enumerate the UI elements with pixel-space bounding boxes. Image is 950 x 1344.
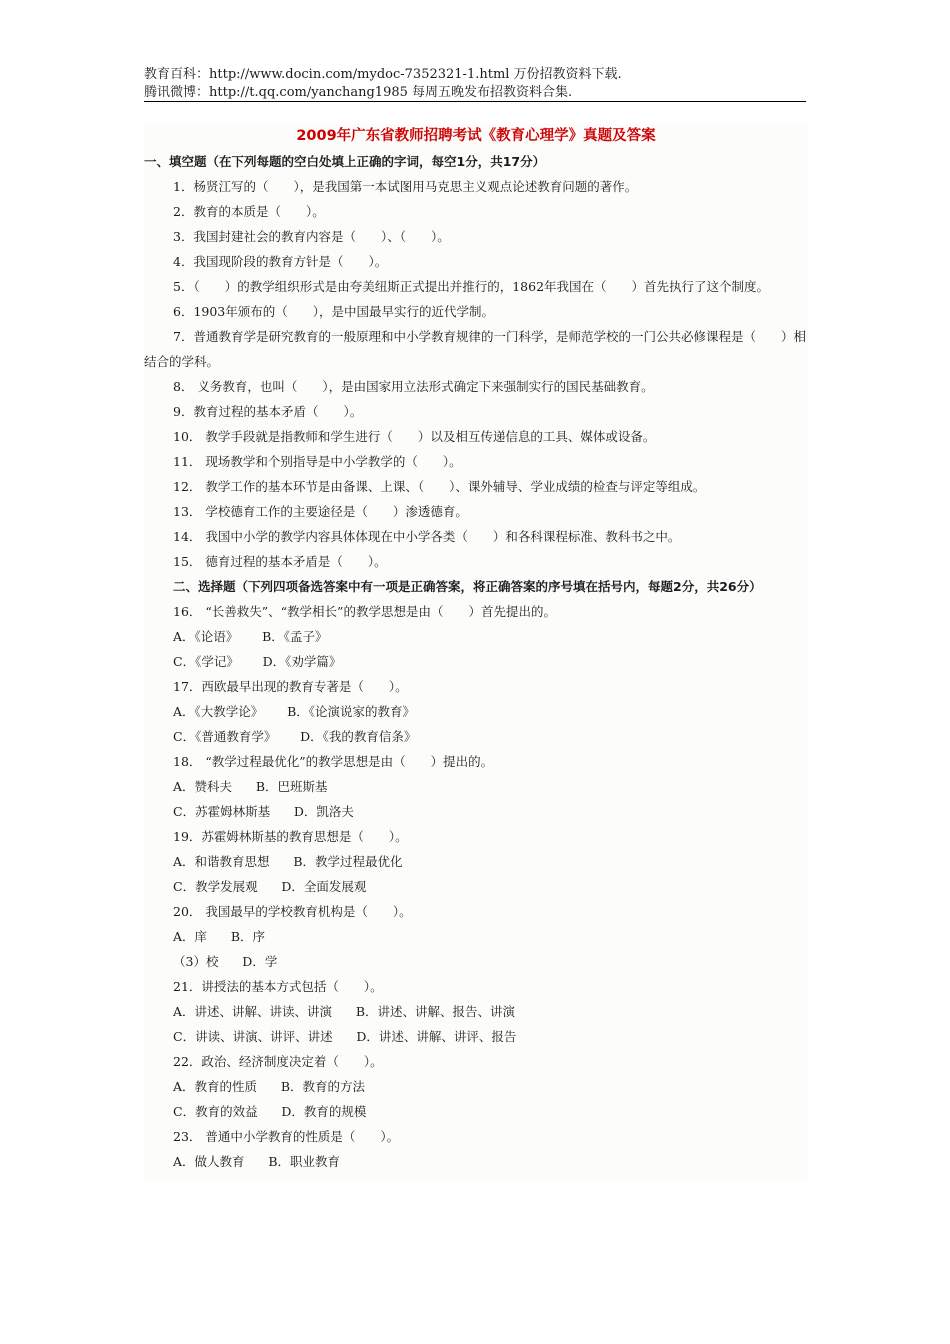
question-13: 13． 学校德育工作的主要途径是（ ）渗透德育。	[173, 504, 468, 519]
question-23-options-ab: A．做人教育 B．职业教育	[173, 1154, 341, 1169]
question-17-options-ab: A．《大教学论》 B．《论演说家的教育》	[173, 704, 416, 719]
question-21: 21．讲授法的基本方式包括（ ）。	[173, 979, 383, 994]
question-16: 16． “长善救失”、“教学相长”的教学思想是由（ ）首先提出的。	[173, 604, 556, 619]
question-1: 1．杨贤江写的（ ），是我国第一本试图用马克思主义观点论述教育问题的著作。	[173, 179, 638, 194]
question-18-options-cd: C．苏霍姆林斯基 D．凯洛夫	[173, 804, 354, 819]
question-3: 3．我国封建社会的教育内容是（ ）、（ ）。	[173, 229, 450, 244]
header-divider	[144, 101, 806, 102]
question-22-options-cd: C．教育的效益 D．教育的规模	[173, 1104, 367, 1119]
page-header	[144, 66, 806, 102]
question-4: 4．我国现阶段的教育方针是（ ）。	[173, 254, 388, 269]
question-21-options-ab: A．讲述、讲解、讲读、讲演 B．讲述、讲解、报告、讲演	[173, 1004, 516, 1019]
header-line-weibo: 腾讯微博：http://t.qq.com/yanchang1985 每周五晚发布招教资料合集.	[144, 85, 573, 100]
section-multiple-choice: 二、选择题（下列四项备选答案中有一项是正确答案，将正确答案的序号填在括号内，每题2分，共26分）	[173, 579, 762, 594]
question-19-options-cd: C．教学发展观 D．全面发展观	[173, 879, 367, 894]
question-16-options-cd: C．《学记》 D．《劝学篇》	[173, 654, 342, 669]
question-12: 12． 教学工作的基本环节是由备课、上课、（ ）、课外辅导、学业成绩的检查与评定等组成。	[173, 479, 706, 494]
header-line-docin: 教育百科：http://www.docin.com/mydoc-7352321-1.html 万份招教资料下载.	[144, 67, 622, 82]
question-21-options-cd: C．讲读、讲演、讲评、讲述 D．讲述、讲解、讲评、报告	[173, 1029, 517, 1044]
question-20-options-cd: （3）校 D．学	[173, 954, 278, 969]
question-18: 18． “教学过程最优化”的教学思想是由（ ）提出的。	[173, 754, 494, 769]
question-22-options-ab: A．教育的性质 B．教育的方法	[173, 1079, 366, 1094]
question-14: 14． 我国中小学的教学内容具体体现在中小学各类（ ）和各科课程标准、教科书之中。	[173, 529, 681, 544]
question-20: 20． 我国最早的学校教育机构是（ ）。	[173, 904, 412, 919]
question-20-options-ab: A．庠 B．序	[173, 929, 266, 944]
question-5: 5．（ ）的教学组织形式是由夸美纽斯正式提出并推行的，1862年我国在（ ）首先执行了这个制度。	[173, 279, 770, 294]
question-2: 2．教育的本质是（ ）。	[173, 204, 325, 219]
document-title: 2009年广东省教师招聘考试《教育心理学》真题及答案	[296, 128, 656, 144]
question-6: 6．1903年颁布的（ ），是中国最早实行的近代学制。	[173, 304, 495, 319]
question-15: 15． 德育过程的基本矛盾是（ ）。	[173, 554, 387, 569]
question-9: 9．教育过程的基本矛盾（ ）。	[173, 404, 363, 419]
question-23: 23． 普通中小学教育的性质是（ ）。	[173, 1129, 400, 1144]
document-body	[144, 124, 808, 1180]
section-fill-in-blank: 一、填空题（在下列每题的空白处填上正确的字词，每空1分，共17分）	[144, 154, 546, 169]
question-7: 7．普通教育学是研究教育的一般原理和中小学教育规律的一门科学，是师范学校的一门公共必修课程是（ ）相结合的学科。	[144, 329, 806, 369]
question-22: 22．政治、经济制度决定着（ ）。	[173, 1054, 383, 1069]
question-17-options-cd: C．《普通教育学》 D．《我的教育信条》	[173, 729, 417, 744]
question-11: 11． 现场教学和个别指导是中小学教学的（ ）。	[173, 454, 462, 469]
question-18-options-ab: A．赞科夫 B．巴班斯基	[173, 779, 328, 794]
question-8: 8． 义务教育，也叫（ ），是由国家用立法形式确定下来强制实行的国民基础教育。	[173, 379, 654, 394]
question-19-options-ab: A．和谐教育思想 B．教学过程最优化	[173, 854, 403, 869]
question-17: 17．西欧最早出现的教育专著是（ ）。	[173, 679, 408, 694]
question-10: 10． 教学手段就是指教师和学生进行（ ）以及相互传递信息的工具、媒体或设备。	[173, 429, 656, 444]
question-16-options-ab: A．《论语》 B．《孟子》	[173, 629, 328, 644]
question-19: 19．苏霍姆林斯基的教育思想是（ ）。	[173, 829, 408, 844]
